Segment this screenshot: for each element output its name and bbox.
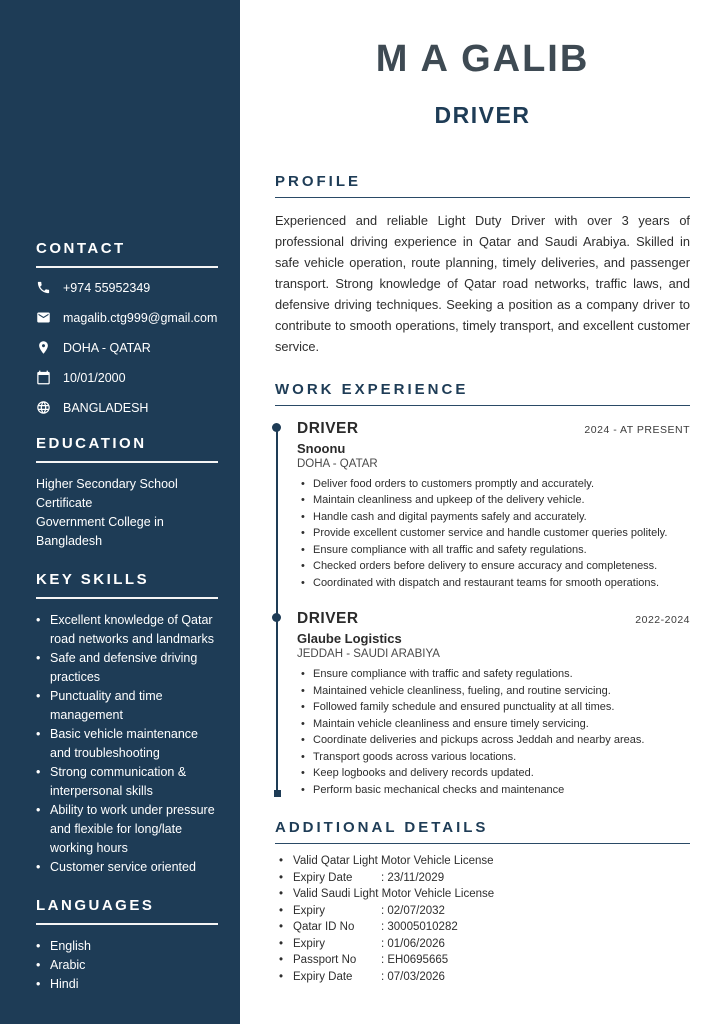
languages-section: [36, 897, 218, 994]
profile-text: Experienced and reliable Light Duty Driver with over 3 years of professional driving experience in Qatar and Saudi Arabiya. Skilled in safe vehicle operation, route planning, timely deliveries, and passenger transport. Strong knowledge of Qatar road networks, traffic laws, and defensive driving techniques. Seeking a position as a company driver to contribute to smooth operations, timely transport, and excellent customer service.: [275, 212, 690, 354]
key-skills-section: [36, 571, 218, 877]
job-bullet: • Maintained vehicle cleanliness, fueling, and routine servicing.: [297, 684, 690, 699]
detail-item: [275, 904, 690, 919]
contact-item-email: [36, 310, 218, 325]
contact-list: [36, 280, 218, 415]
job-bullet: • Provide excellent customer service and handle customer queries politely.: [297, 526, 690, 541]
language-item: • Arabic: [36, 956, 218, 975]
job-bullet: • Followed family schedule and ensured punctuality at all times.: [297, 700, 690, 715]
profile-section: [275, 173, 690, 357]
job-bullets: [297, 477, 690, 591]
detail-item: [275, 854, 690, 869]
skills-list: [36, 611, 218, 877]
job-bullet: • Keep logbooks and delivery records updated.: [297, 766, 690, 781]
languages-heading: LANGUAGES: [36, 897, 218, 925]
jobs-timeline: [275, 420, 690, 798]
candidate-name: M A GALIB: [375, 38, 590, 80]
additional-details-section: [275, 819, 690, 984]
detail-value: : 02/07/2032: [381, 904, 445, 917]
contact-item-location: [36, 340, 218, 355]
detail-value: : 30005010282: [381, 921, 458, 934]
detail-item: [275, 937, 690, 952]
contact-item-phone: [36, 280, 218, 295]
email-icon: [36, 310, 51, 325]
detail-label: Valid Saudi Light Motor Vehicle License: [293, 888, 495, 901]
sidebar: [0, 0, 240, 1024]
phone-icon: [36, 280, 51, 295]
contact-location-text: DOHA - QATAR: [63, 340, 151, 355]
contact-item-birthdate: [36, 370, 218, 385]
details-list: [275, 854, 690, 984]
contact-birthdate-text: 10/01/2000: [63, 370, 126, 385]
detail-value: : 01/06/2026: [381, 937, 445, 950]
job-bullet: • Transport goods across various locations.: [297, 750, 690, 765]
detail-value: : 07/03/2026: [381, 970, 445, 983]
detail-label: Expiry Date: [293, 871, 353, 884]
contact-item-country: [36, 400, 218, 415]
job-location: DOHA - QATAR: [297, 457, 378, 470]
detail-label: Qatar ID No: [293, 921, 355, 934]
job-bullet: • Ensure compliance with all traffic and safety regulations.: [297, 543, 690, 558]
main-content: [275, 0, 690, 986]
job-bullet: • Handle cash and digital payments safely and accurately.: [297, 510, 690, 525]
language-item: • English: [36, 937, 218, 956]
work-experience-heading: WORK EXPERIENCE: [275, 381, 690, 406]
education-section: [36, 435, 218, 551]
key-skills-heading: KEY SKILLS: [36, 571, 218, 599]
contact-country-text: BANGLADESH: [63, 400, 149, 415]
location-icon: [36, 340, 51, 355]
job-title: DRIVER: [297, 610, 359, 628]
skill-item: • Safe and defensive driving practices: [36, 649, 218, 687]
job-bullet: • Coordinated with dispatch and restaurant teams for smooth operations.: [297, 576, 690, 591]
additional-details-heading: ADDITIONAL DETAILS: [275, 819, 690, 844]
job-bullet: • Checked orders before delivery to ensure accuracy and completeness.: [297, 559, 690, 574]
skill-item: • Basic vehicle maintenance and troubleshooting: [36, 725, 218, 763]
job-company: Glaube Logistics: [297, 631, 402, 647]
profile-heading: PROFILE: [275, 173, 690, 198]
job-bullet: • Ensure compliance with traffic and safety regulations.: [297, 667, 690, 682]
detail-item: [275, 887, 690, 902]
globe-icon: [36, 400, 51, 415]
skill-item: • Customer service oriented: [36, 858, 218, 877]
work-experience-section: [275, 381, 690, 798]
skill-item: • Punctuality and time management: [36, 687, 218, 725]
contact-phone-text: +974 55952349: [63, 280, 151, 295]
detail-item: [275, 953, 690, 968]
job-bullet: • Deliver food orders to customers promptly and accurately.: [297, 477, 690, 492]
detail-value: : EH0695665: [381, 954, 449, 967]
detail-value: : 23/11/2029: [381, 871, 445, 884]
contact-section: [36, 240, 218, 415]
detail-label: Expiry: [293, 904, 325, 917]
detail-label: Valid Qatar Light Motor Vehicle License: [293, 855, 494, 868]
contact-email-text: magalib.ctg999@gmail.com: [63, 310, 218, 325]
job-title: DRIVER: [297, 419, 359, 437]
skill-item: • Ability to work under pressure and flexible for long/late working hours: [36, 801, 218, 858]
job-entry-glaube-logistics: [297, 610, 690, 797]
job-bullets: [297, 667, 690, 797]
job-entry-snoonu: [297, 420, 690, 591]
detail-item: [275, 871, 690, 886]
job-company: Snoonu: [297, 440, 346, 456]
candidate-role: DRIVER: [434, 101, 531, 128]
calendar-icon: [36, 370, 51, 385]
detail-item: [275, 970, 690, 985]
detail-label: Expiry Date: [293, 970, 353, 983]
job-bullet: • Maintain vehicle cleanliness and ensure timely servicing.: [297, 717, 690, 732]
contact-heading: CONTACT: [36, 240, 218, 268]
education-item: Higher Secondary School Certificate: [36, 477, 178, 510]
detail-item: [275, 920, 690, 935]
education-heading: EDUCATION: [36, 435, 218, 463]
job-header: [297, 420, 690, 438]
job-period: 2022-2024: [635, 614, 690, 627]
job-header: [297, 610, 690, 628]
job-bullet: • Coordinate deliveries and pickups across Jeddah and nearby areas.: [297, 733, 690, 748]
skill-item: • Excellent knowledge of Qatar road networks and landmarks: [36, 611, 218, 649]
job-period: 2024 - AT PRESENT: [584, 423, 690, 436]
detail-label: Passport No: [293, 954, 357, 967]
education-item: Government College in Bangladesh: [36, 515, 164, 548]
job-bullet: • Perform basic mechanical checks and maintenance: [297, 783, 690, 798]
job-bullet: • Maintain cleanliness and upkeep of the delivery vehicle.: [297, 493, 690, 508]
skill-item: • Strong communication & interpersonal skills: [36, 763, 218, 801]
language-item: • Hindi: [36, 975, 218, 994]
languages-list: [36, 937, 218, 994]
detail-label: Expiry: [293, 937, 325, 950]
job-location: JEDDAH - SAUDI ARABIYA: [297, 648, 440, 661]
